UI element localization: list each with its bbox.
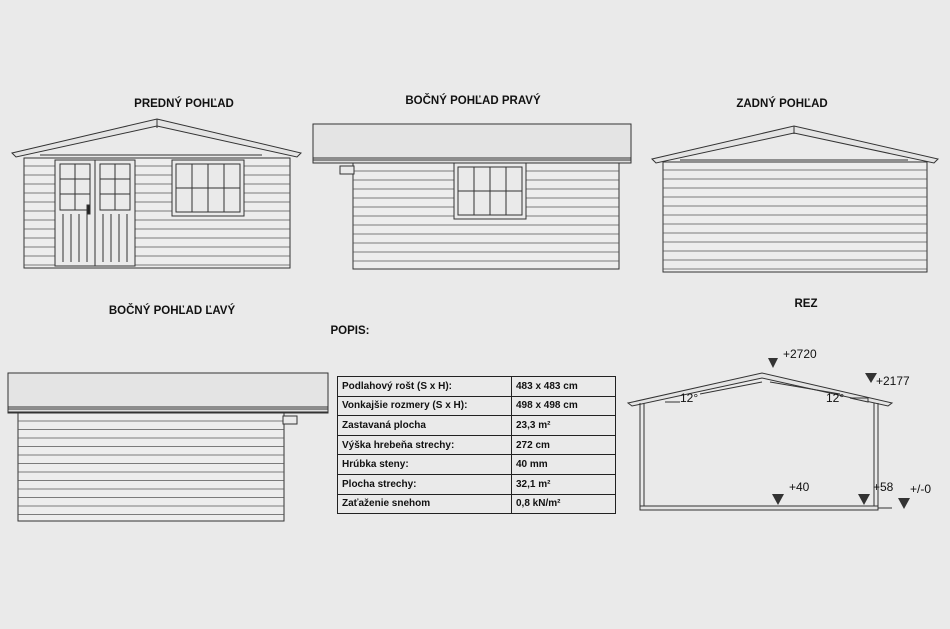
spec-table [337, 376, 616, 514]
spec-value: 32,1 m² [512, 474, 616, 494]
ground-marker [898, 498, 910, 509]
floor-height-label: +40 [789, 480, 810, 494]
spec-row [338, 455, 616, 475]
ground-level-label: +/-0 [910, 482, 932, 496]
spec-value: 498 x 498 cm [512, 396, 616, 416]
ridge-marker [768, 358, 778, 368]
spec-value: 272 cm [512, 435, 616, 455]
spec-label: Hrúbka steny: [338, 455, 512, 475]
spec-label: Zaťaženie snehom [338, 494, 512, 514]
spec-label: Výška hrebeňa strechy: [338, 435, 512, 455]
spec-value: 483 x 483 cm [512, 377, 616, 397]
pitch-left-label: 12° [680, 391, 699, 405]
base-height-label: +58 [873, 480, 894, 494]
spec-row [338, 435, 616, 455]
spec-row [338, 416, 616, 436]
ridge-height-label: +2720 [783, 347, 817, 361]
spec-label: Plocha strechy: [338, 474, 512, 494]
spec-value: 40 mm [512, 455, 616, 475]
spec-row [338, 377, 616, 397]
floor-marker [772, 494, 784, 505]
spec-row [338, 494, 616, 514]
spec-value: 23,3 m² [512, 416, 616, 436]
pitch-right-label: 12° [826, 391, 845, 405]
base-marker [858, 494, 870, 505]
popis-label: POPIS: [330, 325, 370, 337]
spec-value: 0,8 kN/m² [512, 494, 616, 514]
spec-label: Zastavaná plocha [338, 416, 512, 436]
front-view-title: PREDNÝ POHĽAD [134, 98, 234, 110]
spec-row [338, 396, 616, 416]
back-view-title: ZADNÝ POHĽAD [736, 98, 828, 110]
right-side-view-title: BOČNÝ POHĽAD PRAVÝ [405, 95, 541, 107]
left-side-view-title: BOČNÝ POHĽAD ĽAVÝ [108, 305, 236, 317]
eave-height-label: +2177 [876, 374, 910, 388]
spec-label: Vonkajšie rozmery (S x H): [338, 396, 512, 416]
spec-row [338, 474, 616, 494]
section-view-title: REZ [794, 298, 818, 310]
spec-label: Podlahový rošt (S x H): [338, 377, 512, 397]
